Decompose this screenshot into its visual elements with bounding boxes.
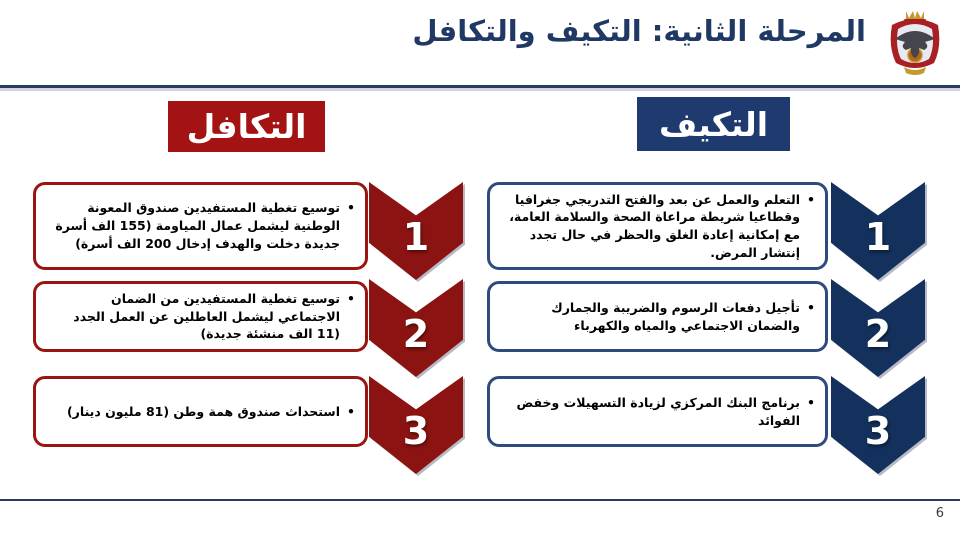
adaptation-item-2-text: تأجيل دفعات الرسوم والضريبة والجمارك والضمان الاجتماعي والمياه والكهرباء: [551, 299, 800, 333]
adaptation-item-1-text: التعلم والعمل عن بعد والفتح التدريجي جغرافيا وقطاعيا شريطة مراعاة الصحة والسلامة العامة، مع إمكانية إعادة الغلق والحظر في حال تجدد إنتشار المرض.: [509, 191, 800, 260]
solidarity-item-2-text: توسيع تغطية المستفيدين من الضمان الاجتماعي ليشمل العاطلين عن العمل الجدد (11 الف منشئة جديدة): [73, 290, 340, 342]
solidarity-box-1: [33, 182, 368, 270]
adaptation-chevron-3: [831, 376, 925, 474]
bullet-icon: •: [807, 394, 815, 410]
step-number: 2: [864, 312, 892, 357]
bullet-icon: •: [347, 290, 355, 306]
adaptation-chevron-2: [831, 279, 925, 377]
footer-divider: [0, 499, 960, 501]
page-title: المرحلة الثانية: التكيف والتكافل: [412, 14, 866, 48]
step-number: 1: [864, 215, 892, 260]
bullet-icon: •: [807, 299, 815, 315]
adaptation-box-1: [487, 182, 828, 270]
solidarity-chevron-3: [369, 376, 463, 474]
section-header-solidarity: التكافل: [168, 101, 325, 152]
adaptation-item-3-text: برنامج البنك المركزي لزيادة التسهيلات وخفض الفوائد: [516, 394, 800, 428]
step-number: 2: [402, 312, 430, 357]
bullet-icon: •: [807, 191, 815, 207]
solidarity-item-3-text: استحداث صندوق همة وطن (81 مليون دينار): [66, 403, 340, 419]
bullet-icon: •: [347, 403, 355, 419]
bullet-icon: •: [347, 200, 355, 216]
section-header-adaptation: التكيف: [637, 97, 790, 151]
adaptation-box-3: [487, 376, 828, 447]
solidarity-chevron-2: [369, 279, 463, 377]
page-number: 6: [935, 506, 944, 521]
solidarity-chevron-1: [369, 182, 463, 280]
adaptation-chevron-1: [831, 182, 925, 280]
adaptation-box-2: [487, 281, 828, 352]
solidarity-item-1-text: توسيع تغطية المستفيدين صندوق المعونة الوطنية ليشمل عمال المياومة (155 الف أسرة جديدة دخلت والهدف إدخال 200 الف أسرة): [55, 200, 340, 251]
step-number: 1: [402, 215, 430, 260]
solidarity-box-3: [33, 376, 368, 447]
coat-of-arms-icon: [884, 5, 946, 83]
header-divider: [0, 85, 960, 88]
jordan-coat-of-arms-logo: [884, 5, 946, 83]
solidarity-box-2: [33, 281, 368, 352]
step-number: 3: [402, 409, 430, 454]
step-number: 3: [864, 409, 892, 454]
